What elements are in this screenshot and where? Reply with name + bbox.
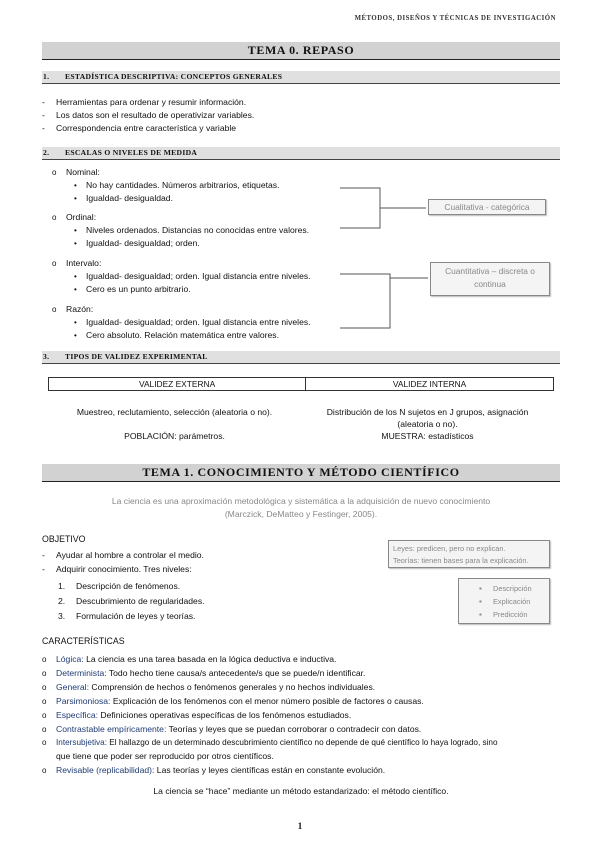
caracteristica-item: que tiene que poder ser reproducido por otros científicos. [56,751,274,761]
list-item: - Herramientas para ordenar y resumir información. [42,97,247,107]
page-number: 1 [297,821,303,831]
section-1-heading [42,71,560,84]
tema0-title: TEMA 0. REPASO [42,42,560,60]
section-1-title: ESTADÍSTICA DESCRIPTIVA: CONCEPTOS GENERALES [65,72,283,81]
level-item: 3. Formulación de leyes y teorías. [58,611,196,621]
niveles-box [458,578,550,624]
list-item: ▪ Predicción [479,610,528,619]
caracteristica-item: o Intersubjetiva: El hallazgo de un determinado descubrimiento científico no depende de qué científico lo haya logrado, sino [42,738,498,747]
caracteristica-item: o Determinista: Todo hecho tiene causa/s antecedente/s que se puede/n identificar. [42,668,366,678]
list-item: - Adquirir conocimiento. Tres niveles: [42,564,192,574]
caracteristica-item: o Lógica: La ciencia es una tarea basada en la lógica deductiva e inductiva. [42,654,337,664]
list-item: • No hay cantidades. Números arbitrarios, etiquetas. [74,180,280,190]
section-2-heading [42,147,560,160]
list-item: • Igualdad- desigualdad. [74,193,173,203]
running-header: MÉTODOS, DISEÑOS Y TÉCNICAS DE INVESTIGACIÓN [354,15,556,22]
list-item: • Niveles ordenados. Distancias no conocidas entre valores. [74,225,310,235]
caracteristica-item: o Contrastable empíricamente: Teorías y leyes que se puedan corroborar o contradecir con datos. [42,724,422,734]
grouping-bracket [340,180,430,340]
scale-intervalo: o Intervalo: [52,258,102,268]
section-3-number: 3. [43,352,50,361]
interna-text-3: MUESTRA: estadísticos [381,431,474,441]
quote-line-1: La ciencia es una aproximación metodológica y sistemática a la adquisición de nuevo conocimiento [111,496,491,506]
list-item: - Correspondencia entre característica y variable [42,123,237,133]
validity-table [48,377,554,391]
tema1-title: TEMA 1. CONOCIMIENTO Y MÉTODO CIENTÍFICO [42,464,560,482]
caracteristica-item: o Específica: Definiciones operativas específicas de los fenómenos estudiados. [42,710,352,720]
closing-statement: La ciencia se “hace” mediante un método estandarizado: el método científico. [153,786,449,796]
level-item: 2. Descubrimiento de regularidades. [58,596,205,606]
list-item: ▪ Explicación [479,597,531,606]
interna-text-1: Distribución de los N sujetos en J grupos, asignación [326,407,529,417]
section-3-heading [42,351,560,364]
list-item: • Cero es un punto arbitrario. [74,284,191,294]
leyes-teorias-box: Leyes: predicen, pero no explican. Teorías: tienen bases para la explicación. [388,540,550,568]
list-item: - Ayudar al hombre a controlar el medio. [42,550,204,560]
interna-text-2: (aleatoria o no). [397,419,458,429]
section-2-number: 2. [43,148,50,157]
caracteristicas-title: CARACTERÍSTICAS [42,636,125,646]
section-2-title: ESCALAS O NIVELES DE MEDIDA [65,148,198,157]
section-3-title: TIPOS DE VALIDEZ EXPERIMENTAL [65,352,208,361]
caracteristica-item: o Revisable (replicabilidad): Las teorías y leyes científicas están en constante evolución. [42,765,386,775]
externa-text-2: POBLACIÓN: parámetros. [124,431,225,441]
list-item: • Igualdad- desigualdad; orden. [74,238,200,248]
caracteristica-item: o General: Comprensión de hechos o fenómenos generales y no hechos individuales. [42,682,376,692]
externa-text-1: Muestreo, reclutamiento, selección (aleatoria o no). [76,407,273,417]
section-1-number: 1. [43,72,50,81]
level-item: 1. Descripción de fenómenos. [58,581,181,591]
scale-nominal: o Nominal: [52,167,100,177]
cualitativa-box: Cualitativa - categórica [428,199,546,215]
scale-razon: o Razón: [52,304,94,314]
col-validez-externa: VALIDEZ EXTERNA [49,378,306,391]
scale-ordinal: o Ordinal: [52,212,97,222]
list-item: - Los datos son el resultado de operativizar variables. [42,110,255,120]
col-validez-interna: VALIDEZ INTERNA [306,378,554,391]
list-item: ▪ Descripción [479,584,532,593]
cuantitativa-box: Cuantitativa – discreta o continua [430,262,550,296]
list-item: • Igualdad- desigualdad; orden. Igual distancia entre niveles. [74,317,311,327]
objetivo-title: OBJETIVO [42,534,86,544]
quote-line-2: (Marczick, DeMatteo y Festinger, 2005). [224,509,378,519]
list-item: • Igualdad- desigualdad; orden. Igual distancia entre niveles. [74,271,311,281]
caracteristica-item: o Parsimoniosa: Explicación de los fenómenos con el menor número posible de factores o causas. [42,696,424,706]
list-item: • Cero absoluto. Relación matemática entre valores. [74,330,279,340]
